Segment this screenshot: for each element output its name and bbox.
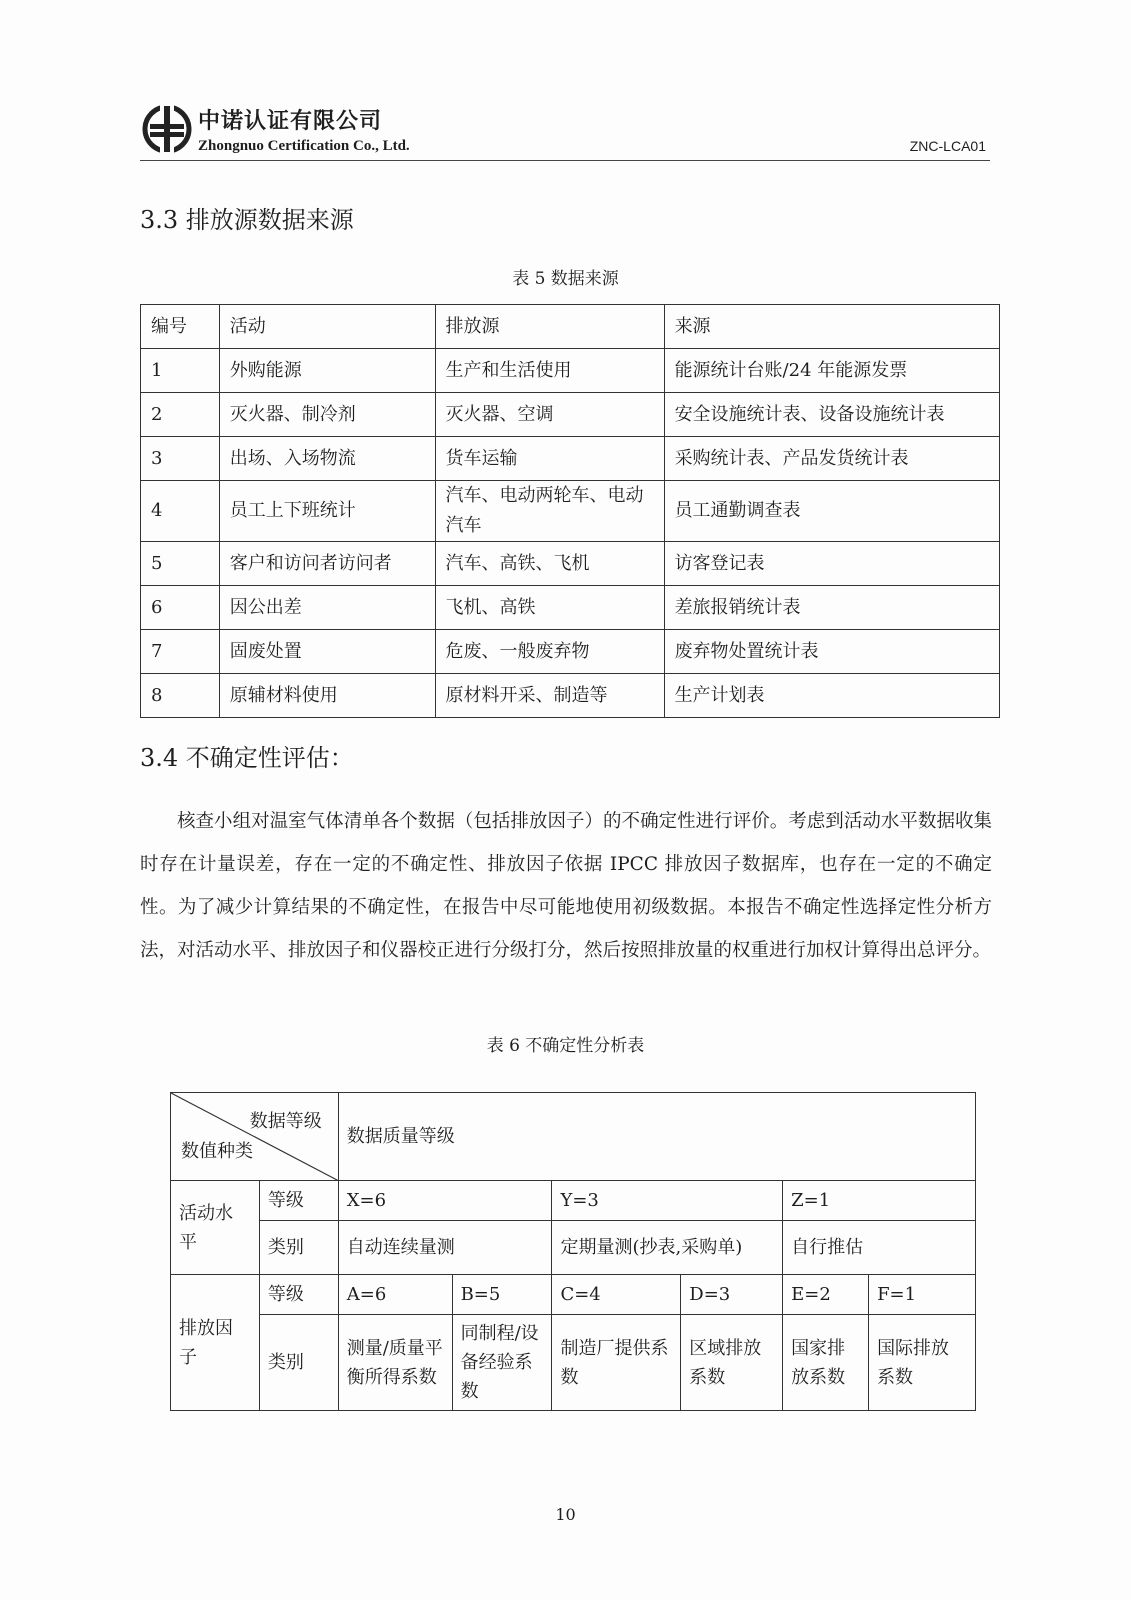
activity-category: 定期量测(抄表,采购单)	[552, 1221, 783, 1275]
table-cell: 8	[141, 674, 220, 718]
table-cell: 5	[141, 542, 220, 586]
table-cell: 安全设施统计表、设备设施统计表	[664, 393, 999, 437]
table-6-caption: 表 6 不确定性分析表	[486, 1036, 645, 1056]
table-cell: 员工上下班统计	[219, 481, 435, 542]
table-row	[141, 586, 1000, 630]
activity-category: 自行推估	[783, 1221, 976, 1275]
table-cell: 生产和生活使用	[435, 349, 664, 393]
ef-grade: E=2	[783, 1275, 869, 1315]
activity-category-label: 类别	[259, 1221, 338, 1275]
table-cell: 汽车、电动两轮车、电动汽车	[435, 481, 664, 542]
section-3-3-title: 3.3 排放源数据来源	[140, 206, 354, 234]
ef-grade: F=1	[869, 1275, 976, 1315]
table-cell: 访客登记表	[664, 542, 999, 586]
page-number: 10	[555, 1505, 576, 1524]
table-cell: 差旅报销统计表	[664, 586, 999, 630]
table-cell: 灭火器、制冷剂	[219, 393, 435, 437]
table-cell: 6	[141, 586, 220, 630]
table-cell: 采购统计表、产品发货统计表	[664, 437, 999, 481]
table-cell: 能源统计台账/24 年能源发票	[664, 349, 999, 393]
table-row	[141, 674, 1000, 718]
company-logo-icon	[140, 102, 194, 156]
page-header	[140, 100, 990, 162]
table-cell: 客户和访问者访问者	[219, 542, 435, 586]
table-5-caption: 表 5 数据来源	[512, 269, 619, 289]
table-header-row	[141, 305, 1000, 349]
activity-grade: Y=3	[552, 1181, 783, 1221]
document-code: ZNC-LCA01	[909, 138, 986, 154]
column-header: 来源	[664, 305, 999, 349]
header-rule	[140, 160, 990, 161]
ef-grade: C=4	[552, 1275, 681, 1315]
table-cell: 货车运输	[435, 437, 664, 481]
diagonal-header-cell	[171, 1093, 339, 1181]
table-row	[141, 630, 1000, 674]
table-cell: 灭火器、空调	[435, 393, 664, 437]
emission-factor-label: 排放因子	[171, 1275, 260, 1411]
table-cell: 3	[141, 437, 220, 481]
table-row	[141, 542, 1000, 586]
section-3-4-title: 3.4 不确定性评估：	[140, 744, 354, 772]
ef-grade-label: 等级	[259, 1275, 338, 1315]
table-cell: 飞机、高铁	[435, 586, 664, 630]
data-source-table	[140, 304, 1000, 718]
table-cell: 废弃物处置统计表	[664, 630, 999, 674]
activity-category: 自动连续量测	[338, 1221, 552, 1275]
column-header: 排放源	[435, 305, 664, 349]
table-cell: 危废、一般废弃物	[435, 630, 664, 674]
ef-category: 国家排放系数	[783, 1315, 869, 1411]
ef-category: 制造厂提供系数	[552, 1315, 681, 1411]
company-name-cn: 中诺认证有限公司	[198, 109, 383, 134]
table-cell: 因公出差	[219, 586, 435, 630]
table-row	[141, 437, 1000, 481]
ef-category-label: 类别	[259, 1315, 338, 1411]
ef-category: 同制程/设备经验系数	[452, 1315, 552, 1411]
table-row	[141, 481, 1000, 542]
ef-category: 区域排放系数	[681, 1315, 783, 1411]
ef-grade: A=6	[338, 1275, 452, 1315]
table-cell: 原辅材料使用	[219, 674, 435, 718]
table-row	[141, 393, 1000, 437]
table-cell: 4	[141, 481, 220, 542]
ef-grade: B=5	[452, 1275, 552, 1315]
column-header: 活动	[219, 305, 435, 349]
activity-grade-label: 等级	[259, 1181, 338, 1221]
table-cell: 2	[141, 393, 220, 437]
column-header: 编号	[141, 305, 220, 349]
corner-top-label: 数据等级	[249, 1111, 322, 1132]
table-cell: 员工通勤调查表	[664, 481, 999, 542]
activity-label: 活动水平	[171, 1181, 260, 1275]
ef-category: 测量/质量平衡所得系数	[338, 1315, 452, 1411]
ef-grade: D=3	[681, 1275, 783, 1315]
table-row	[141, 349, 1000, 393]
activity-grade: X=6	[338, 1181, 552, 1221]
table-cell: 汽车、高铁、飞机	[435, 542, 664, 586]
table-cell: 出场、入场物流	[219, 437, 435, 481]
ef-category: 国际排放系数	[869, 1315, 976, 1411]
table-cell: 固废处置	[219, 630, 435, 674]
table-cell: 生产计划表	[664, 674, 999, 718]
table-cell: 原材料开采、制造等	[435, 674, 664, 718]
uncertainty-table	[170, 1092, 976, 1411]
corner-bottom-label: 数值种类	[181, 1141, 253, 1162]
company-name-en: Zhongnuo Certification Co., Ltd.	[198, 138, 410, 154]
table-cell: 7	[141, 630, 220, 674]
activity-grade: Z=1	[783, 1181, 976, 1221]
uncertainty-paragraph: 核查小组对温室气体清单各个数据（包括排放因子）的不确定性进行评价。考虑到活动水平数据收集时存在计量误差，存在一定的不确定性、排放因子依据 IPCC 排放因子数据库，也存在一定的不确定性。为了减少计算结果的不确定性，在报告中尽可能地使用初级数据。本报告不确定性选择定性分析方法，对活动水平、排放因子和仪器校正进行分级打分，然后按照排放量的权重进行加权计算得出总评分。	[140, 811, 992, 961]
table-cell: 外购能源	[219, 349, 435, 393]
table-cell: 1	[141, 349, 220, 393]
quality-header: 数据质量等级	[338, 1093, 975, 1181]
